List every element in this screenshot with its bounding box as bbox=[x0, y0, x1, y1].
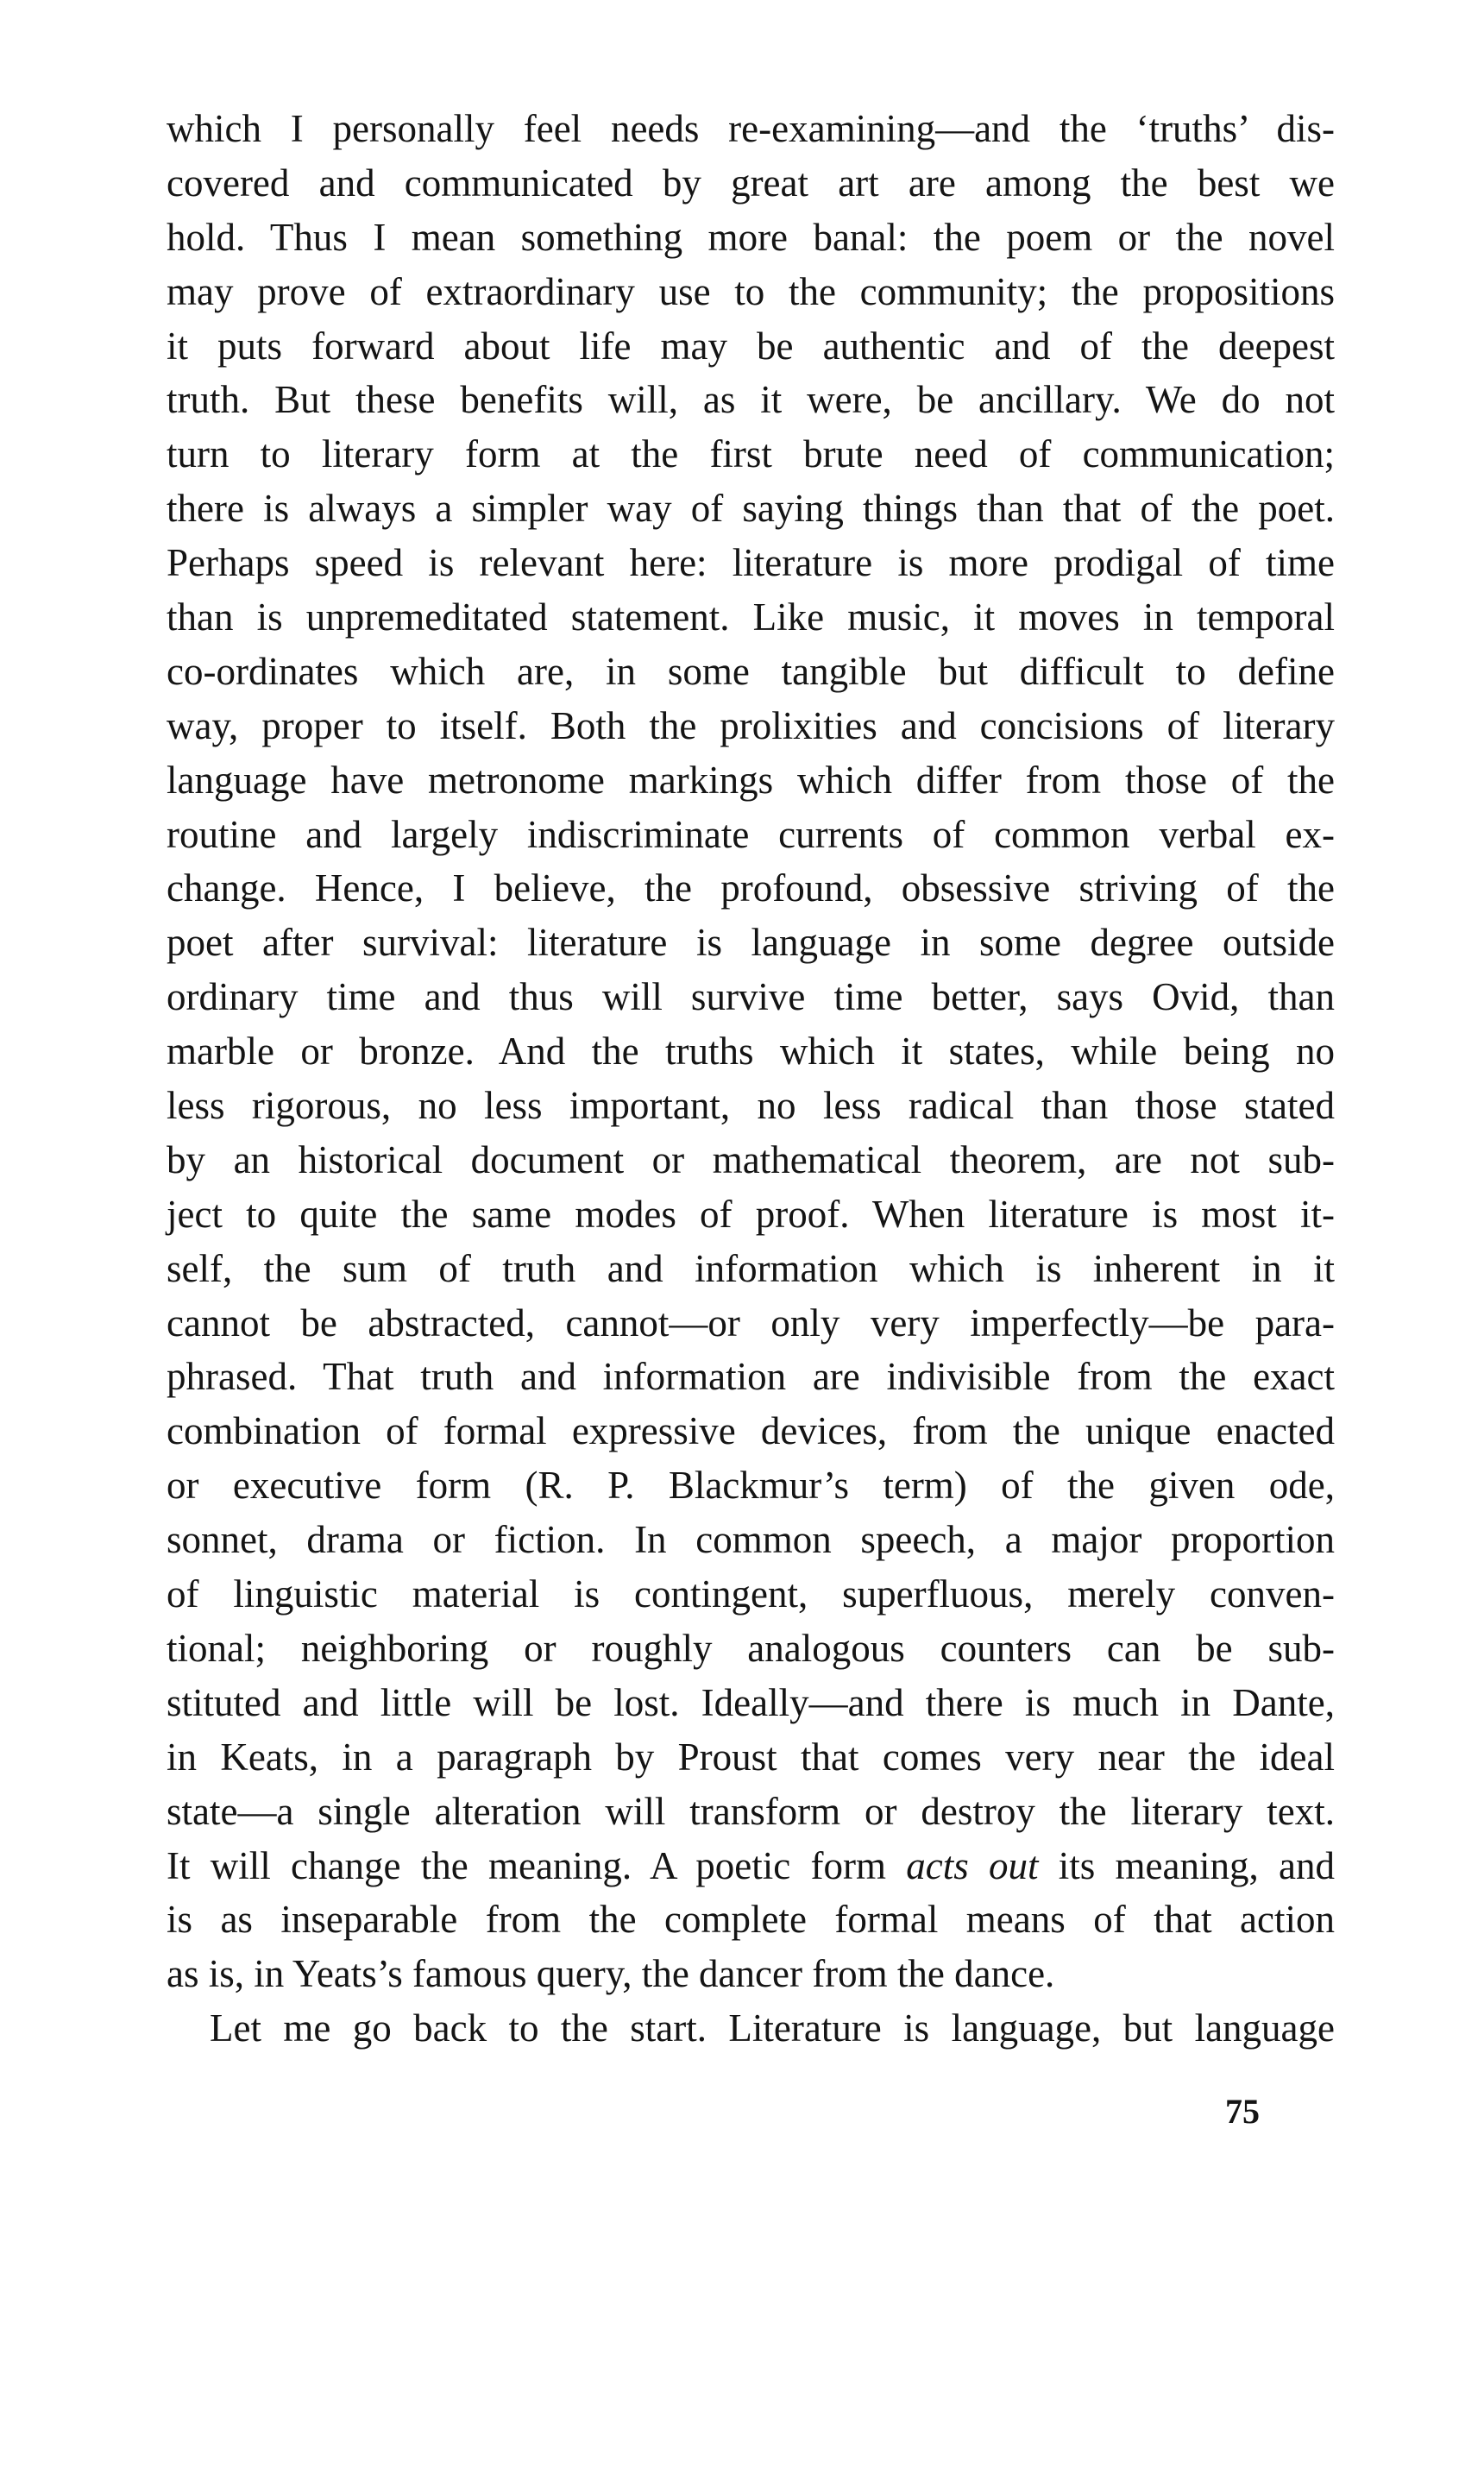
text-line: which I personally feel needs re-examining—and the ‘truths’ dis- bbox=[167, 107, 1335, 150]
text-line: language have metronome markings which differ from those of the bbox=[167, 758, 1335, 802]
text-line: ject to quite the same modes of proof. When literature is most it- bbox=[167, 1192, 1335, 1236]
text-line: stituted and little will be lost. Ideally—and there is much in Dante, bbox=[167, 1680, 1335, 1724]
text-line: cannot be abstracted, cannot—or only very imperfectly—be para- bbox=[167, 1301, 1335, 1345]
text-line: turn to literary form at the first brute need of communication; bbox=[167, 432, 1335, 476]
text-line: in Keats, in a paragraph by Proust that comes very near the ideal bbox=[167, 1735, 1335, 1779]
page-number: 75 bbox=[1225, 2092, 1260, 2131]
text-line: way, proper to itself. Both the prolixities and concisions of literary bbox=[167, 703, 1335, 747]
paragraph-end-line: as is, in Yeats’s famous query, the dancer from the dance. bbox=[167, 1952, 1055, 1996]
text-line: self, the sum of truth and information which is inherent in it bbox=[167, 1246, 1335, 1290]
text-line: poet after survival: literature is language in some degree outside bbox=[167, 921, 1335, 965]
text-line: less rigorous, no less important, no less radical than those stated bbox=[167, 1084, 1335, 1128]
text-line: may prove of extraordinary use to the community; the propositions bbox=[167, 269, 1335, 313]
text-line: covered and communicated by great art are among the best we bbox=[167, 161, 1335, 205]
text-line: hold. Thus I mean something more banal: the poem or the novel bbox=[167, 215, 1335, 259]
text-line: co-ordinates which are, in some tangible but difficult to define bbox=[167, 649, 1335, 693]
text-line: marble or bronze. And the truths which it states, while being no bbox=[167, 1030, 1335, 1074]
text-line: than is unpremeditated statement. Like music, it moves in temporal bbox=[167, 595, 1335, 639]
text-line: truth. But these benefits will, as it were, be ancillary. We do not bbox=[167, 378, 1335, 422]
paragraph-start-line: Let me go back to the start. Literature is language, but language bbox=[210, 2006, 1335, 2050]
text-line: routine and largely indiscriminate currents of common verbal ex- bbox=[167, 812, 1335, 856]
text-line: is as inseparable from the complete formal means of that action bbox=[167, 1898, 1335, 1942]
text-line: of linguistic material is contingent, superfluous, merely conven- bbox=[167, 1572, 1335, 1616]
text-line: sonnet, drama or fiction. In common speech, a major proportion bbox=[167, 1518, 1335, 1562]
text-line: state—a single alteration will transform or destroy the literary text. bbox=[167, 1789, 1335, 1833]
text-line: it puts forward about life may be authentic and of the deepest bbox=[167, 324, 1335, 368]
text-segment: its meaning, and bbox=[1038, 1843, 1335, 1887]
text-line: or executive form (R. P. Blackmur’s term) of the given ode, bbox=[167, 1464, 1335, 1508]
text-line: change. Hence, I believe, the profound, obsessive striving of the bbox=[167, 866, 1335, 910]
text-line: phrased. That truth and information are indivisible from the exact bbox=[167, 1355, 1335, 1399]
text-line: Perhaps speed is relevant here: literature is more prodigal of time bbox=[167, 541, 1335, 585]
text-line-with-italic bbox=[167, 1839, 1335, 1893]
text-segment: It will change the meaning. A poetic form bbox=[167, 1843, 907, 1887]
text-line: ordinary time and thus will survive time better, says Ovid, than bbox=[167, 975, 1335, 1019]
body-text bbox=[167, 102, 1335, 2056]
text-line: by an historical document or mathematical theorem, are not sub- bbox=[167, 1137, 1335, 1181]
text-line: there is always a simpler way of saying things than that of the poet. bbox=[167, 487, 1335, 531]
text-line: tional; neighboring or roughly analogous counters can be sub- bbox=[167, 1626, 1335, 1670]
italic-phrase: acts out bbox=[906, 1843, 1039, 1887]
text-line: combination of formal expressive devices, from the unique enacted bbox=[167, 1409, 1335, 1453]
